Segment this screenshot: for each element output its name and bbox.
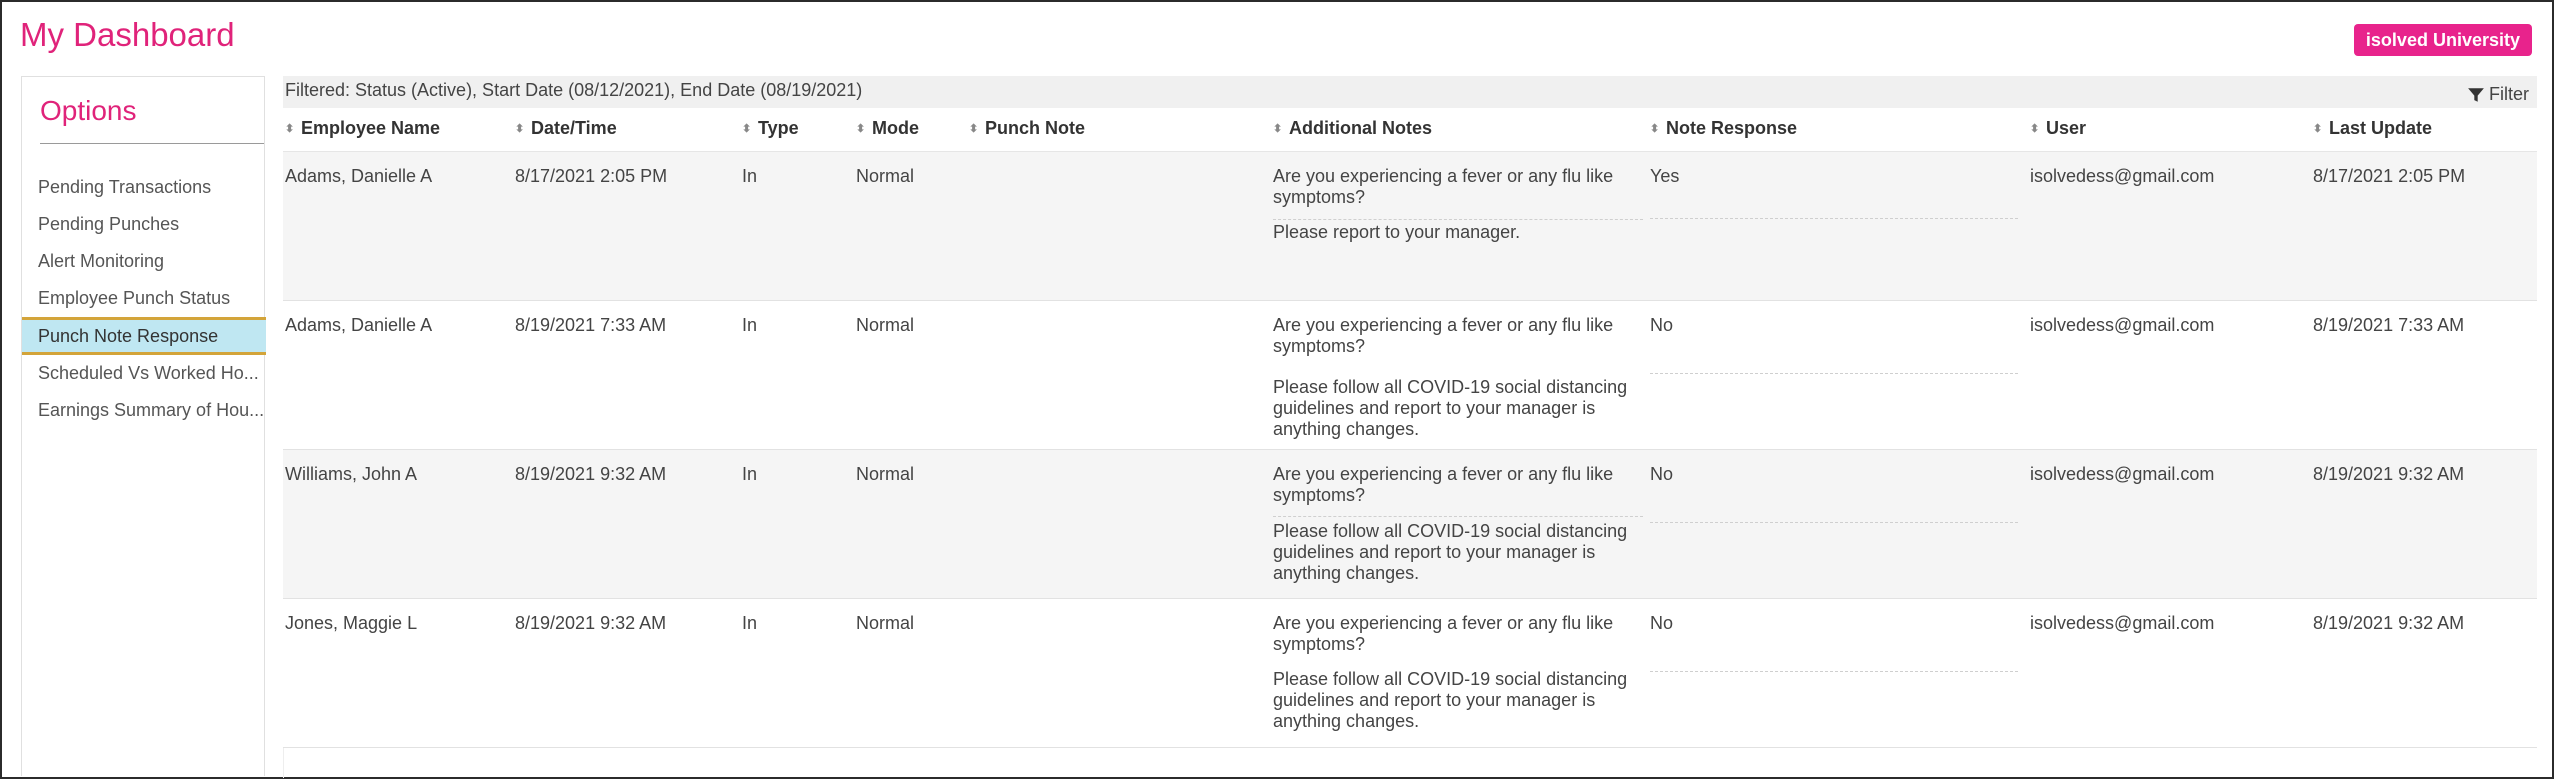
column-header-mode[interactable]: ⬍ Mode xyxy=(856,118,919,138)
sort-icon: ⬍ xyxy=(742,123,752,136)
column-header-type[interactable]: ⬍ Type xyxy=(742,118,799,138)
cell-mode: Normal xyxy=(856,464,915,484)
cell-last-update: 8/19/2021 9:32 AM xyxy=(2313,613,2465,633)
sidebar-item-punch-note-response[interactable]: Punch Note Response xyxy=(22,317,266,355)
options-list xyxy=(22,169,266,429)
table-footer-space xyxy=(283,748,2537,778)
cell-type: In xyxy=(742,613,758,633)
response-divider xyxy=(1650,522,2018,523)
column-header-note-response[interactable]: ⬍ Note Response xyxy=(1650,118,1798,138)
cell-additional-answer: Please follow all COVID-19 social distancing guidelines and report to your manager is anything changes. xyxy=(1273,377,1628,439)
response-divider xyxy=(1650,373,2018,374)
brand-badge[interactable]: isolved University xyxy=(2354,24,2532,56)
filter-summary: Filtered: Status (Active), Start Date (08/12/2021), End Date (08/19/2021) xyxy=(285,80,863,100)
column-header-user[interactable]: ⬍ User xyxy=(2030,118,2087,138)
cell-employee-name: Adams, Danielle A xyxy=(285,166,433,186)
cell-additional-question: Are you experiencing a fever or any flu like symptoms? xyxy=(1273,464,1614,505)
cell-date-time: 8/19/2021 9:32 AM xyxy=(515,613,667,633)
column-header-last-update[interactable]: ⬍ Last Update xyxy=(2313,118,2433,138)
column-header-date-time[interactable]: ⬍ Date/Time xyxy=(515,118,617,138)
cell-date-time: 8/19/2021 7:33 AM xyxy=(515,315,667,335)
sidebar-item-earnings-summary[interactable]: Earnings Summary of Hou... xyxy=(38,400,265,420)
punch-note-table xyxy=(283,108,2537,778)
response-divider xyxy=(1650,671,2018,672)
cell-note-response: No xyxy=(1650,315,1674,335)
table-row[interactable] xyxy=(283,301,2537,450)
cell-additional-answer: Please report to your manager. xyxy=(1273,219,1643,243)
cell-user: isolvedess@gmail.com xyxy=(2030,166,2215,186)
cell-date-time: 8/19/2021 9:32 AM xyxy=(515,464,667,484)
cell-additional-question: Are you experiencing a fever or any flu like symptoms? xyxy=(1273,613,1614,654)
sidebar-item-scheduled-vs-worked[interactable]: Scheduled Vs Worked Ho... xyxy=(38,363,259,383)
cell-user: isolvedess@gmail.com xyxy=(2030,315,2215,335)
cell-employee-name: Jones, Maggie L xyxy=(285,613,418,633)
filter-button-label: Filter xyxy=(2489,84,2529,104)
cell-mode: Normal xyxy=(856,315,915,335)
cell-type: In xyxy=(742,166,758,186)
response-divider xyxy=(1650,218,2018,219)
cell-last-update: 8/19/2021 9:32 AM xyxy=(2313,464,2465,484)
sort-icon: ⬍ xyxy=(515,123,525,136)
table-header xyxy=(283,108,2537,152)
cell-additional-question: Are you experiencing a fever or any flu like symptoms? xyxy=(1273,315,1614,356)
sidebar-item-employee-punch-status[interactable]: Employee Punch Status xyxy=(38,288,231,308)
sort-icon: ⬍ xyxy=(1650,123,1660,136)
sidebar-item-alert-monitoring[interactable]: Alert Monitoring xyxy=(38,251,165,271)
cell-note-response: No xyxy=(1650,464,1674,484)
sort-icon: ⬍ xyxy=(856,123,866,136)
cell-additional-question: Are you experiencing a fever or any flu like symptoms? xyxy=(1273,166,1614,207)
sort-icon: ⬍ xyxy=(969,123,979,136)
table-row[interactable] xyxy=(283,450,2537,599)
cell-type: In xyxy=(742,464,758,484)
cell-employee-name: Williams, John A xyxy=(285,464,418,484)
column-header-punch-note[interactable]: ⬍ Punch Note xyxy=(969,118,1086,138)
cell-user: isolvedess@gmail.com xyxy=(2030,464,2215,484)
cell-mode: Normal xyxy=(856,613,915,633)
cell-last-update: 8/19/2021 7:33 AM xyxy=(2313,315,2465,335)
table-row[interactable] xyxy=(283,599,2537,748)
sort-icon: ⬍ xyxy=(2030,123,2040,136)
cell-additional-answer: Please follow all COVID-19 social distancing guidelines and report to your manager is anything changes. xyxy=(1273,669,1628,731)
cell-last-update: 8/17/2021 2:05 PM xyxy=(2313,166,2466,186)
options-divider xyxy=(40,143,264,144)
sidebar-item-pending-transactions[interactable]: Pending Transactions xyxy=(38,177,212,197)
cell-mode: Normal xyxy=(856,166,915,186)
column-header-additional-notes[interactable]: ⬍ Additional Notes xyxy=(1273,118,1432,138)
sort-icon: ⬍ xyxy=(1273,123,1283,136)
cell-note-response: Yes xyxy=(1650,166,1680,186)
cell-additional-answer: Please follow all COVID-19 social distancing guidelines and report to your manager is anything changes. xyxy=(1273,516,1643,584)
filter-icon xyxy=(2467,86,2485,104)
table-row[interactable] xyxy=(283,152,2537,301)
sort-icon: ⬍ xyxy=(285,123,295,136)
page-title: My Dashboard xyxy=(20,16,235,53)
filter-button[interactable] xyxy=(2467,84,2529,105)
cell-type: In xyxy=(742,315,758,335)
cell-employee-name: Adams, Danielle A xyxy=(285,315,433,335)
options-sidebar xyxy=(21,76,265,776)
column-header-employee-name[interactable]: ⬍ Employee Name xyxy=(285,118,441,138)
options-title: Options xyxy=(40,95,137,126)
table-body xyxy=(283,152,2537,778)
filter-bar xyxy=(283,76,2537,108)
main-content xyxy=(283,76,2537,776)
cell-user: isolvedess@gmail.com xyxy=(2030,613,2215,633)
cell-note-response: No xyxy=(1650,613,1674,633)
sort-icon: ⬍ xyxy=(2313,123,2323,136)
cell-date-time: 8/17/2021 2:05 PM xyxy=(515,166,668,186)
sidebar-item-pending-punches[interactable]: Pending Punches xyxy=(38,214,180,234)
